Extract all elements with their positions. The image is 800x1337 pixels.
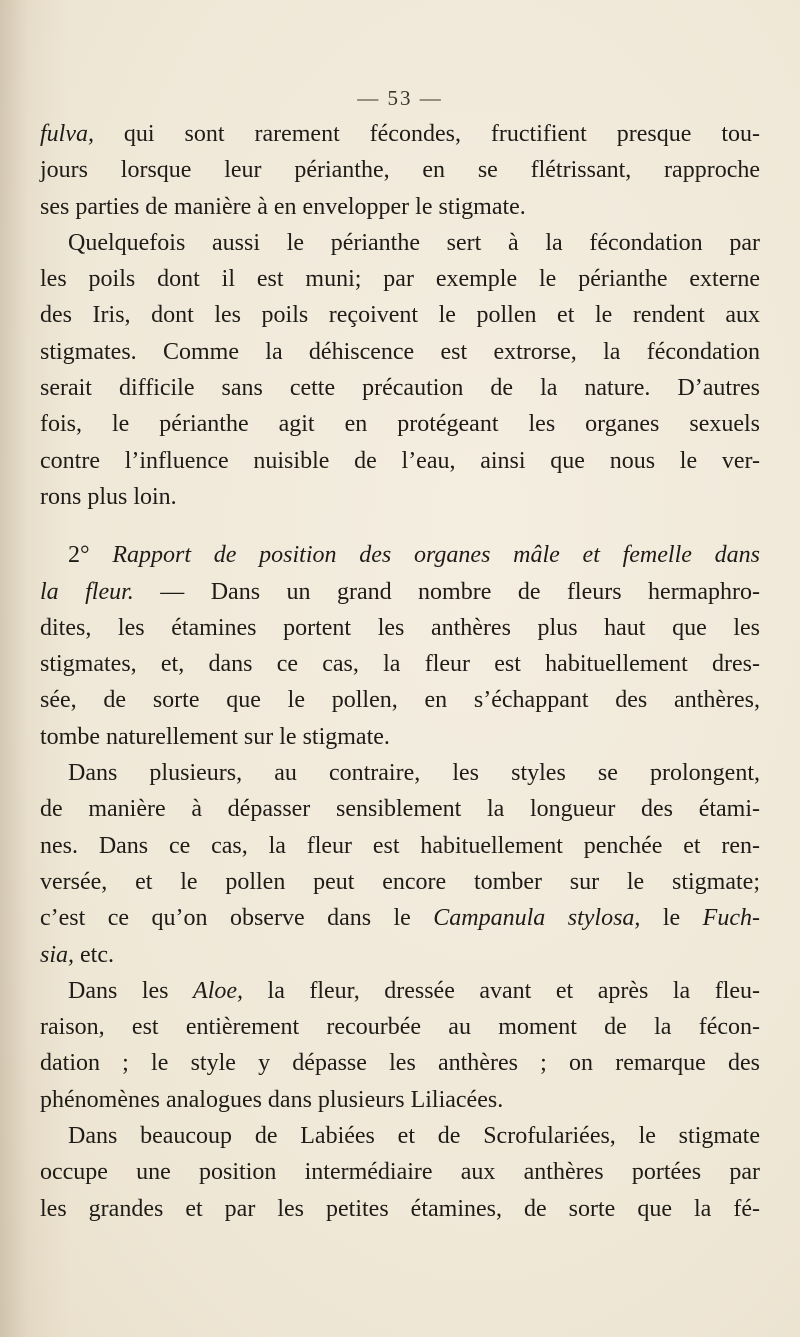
text-line: [40, 1154, 760, 1190]
text-run: jours lorsque leur périanthe, en se flétrissant, rapproche: [40, 157, 760, 184]
text-run: de manière à dépasser sensiblement la longueur des étami-: [40, 796, 760, 823]
paragraph: [40, 225, 760, 515]
text-run: — Dans un grand nombre de fleurs hermaphro-: [133, 578, 760, 605]
text-line: [40, 900, 760, 936]
text-run: sée, de sorte que le pollen, en s’échappant des anthères,: [40, 687, 760, 714]
text-run: les poils dont il est muni; par exemple le périanthe externe: [40, 266, 760, 293]
text-line: [40, 828, 760, 864]
paragraph: [40, 973, 760, 1118]
italic-text: Aloe,: [193, 977, 244, 1004]
text-run: fois, le périanthe agit en protégeant les organes sexuels: [40, 411, 760, 438]
text-line: [40, 479, 760, 515]
paragraph: [40, 537, 760, 755]
text-run: Dans plusieurs, au contraire, les styles se prolongent,: [68, 760, 760, 787]
text-line: [40, 189, 760, 225]
text-line: [40, 791, 760, 827]
text-line: [40, 1082, 760, 1118]
text-line: [40, 937, 760, 973]
text-run: stigmates, et, dans ce cas, la fleur est habituellement dres-: [40, 651, 760, 678]
text-run: ses parties de manière à en envelopper le stigmate.: [40, 193, 526, 220]
text-run: raison, est entièrement recourbée au moment de la fécon-: [40, 1014, 760, 1041]
text-run: les grandes et par les petites étamines, de sorte que la fé-: [40, 1195, 760, 1222]
text-line: [40, 973, 760, 1009]
text-line: [40, 719, 760, 755]
text-run: qui sont rarement fécondes, fructifient presque tou-: [94, 121, 760, 147]
text-run: rons plus loin.: [40, 483, 177, 510]
paragraph: [40, 116, 760, 225]
text-line: [40, 116, 760, 152]
text-line: [40, 297, 760, 333]
text-run: phénomènes analogues dans plusieurs Liliacées.: [40, 1086, 504, 1113]
paragraph-gap: [40, 515, 760, 537]
text-line: [40, 1009, 760, 1045]
paragraph: [40, 755, 760, 973]
text-line: [40, 574, 760, 610]
text-run: Dans beaucoup de Labiées et de Scrofulariées, le stigmate: [68, 1123, 760, 1150]
italic-text: Rapport de position des organes mâle et femelle dans: [112, 542, 760, 569]
text-run: contre l’influence nuisible de l’eau, ainsi que nous le ver-: [40, 447, 760, 474]
text-line: [40, 1118, 760, 1154]
text-line: [40, 443, 760, 479]
text-line: [40, 610, 760, 646]
text-run: stigmates. Comme la déhiscence est extrorse, la fécondation: [40, 338, 760, 365]
text-line: [40, 755, 760, 791]
text-run: tombe naturellement sur le stigmate.: [40, 723, 390, 750]
text-run: nes. Dans ce cas, la fleur est habituellement penchée et ren-: [40, 832, 760, 859]
italic-text: sia,: [40, 941, 75, 968]
text-run: le: [640, 905, 703, 932]
text-line: [40, 225, 760, 261]
text-run: occupe une position intermédiaire aux anthères portées par: [40, 1159, 760, 1186]
italic-text: la fleur.: [40, 578, 134, 605]
text-line: [40, 537, 760, 573]
text-line: [40, 682, 760, 718]
paragraph: [40, 1118, 760, 1227]
body-text: [40, 116, 760, 1227]
text-run: serait difficile sans cette précaution de la nature. D’autres: [40, 375, 760, 402]
text-run: versée, et le pollen peut encore tomber sur le stigmate;: [40, 868, 760, 895]
text-run: des Iris, dont les poils reçoivent le pollen et le rendent aux: [40, 302, 760, 329]
text-line: [40, 334, 760, 370]
text-run: c’est ce qu’on observe dans le: [40, 905, 434, 932]
text-line: [40, 261, 760, 297]
text-line: [40, 406, 760, 442]
text-line: [40, 1045, 760, 1081]
page-number: — 53 —: [357, 86, 443, 110]
text-line: [40, 1191, 760, 1227]
italic-text: Campanula stylosa,: [433, 905, 641, 932]
text-run: dation ; le style y dépasse les anthères ; on remarque des: [40, 1050, 760, 1077]
text-run: dites, les étamines portent les anthères plus haut que les: [40, 614, 760, 641]
text-run: Dans les: [68, 977, 194, 1004]
text-line: [40, 864, 760, 900]
italic-text: fulva,: [40, 121, 94, 147]
text-run: 2°: [68, 542, 113, 569]
text-run: etc.: [74, 941, 114, 968]
italic-text: Fuch-: [702, 905, 760, 932]
text-line: [40, 646, 760, 682]
text-line: [40, 370, 760, 406]
text-line: [40, 152, 760, 188]
text-run: Quelquefois aussi le périanthe sert à la fécondation par: [68, 229, 760, 256]
text-run: la fleur, dressée avant et après la fleu-: [243, 977, 761, 1004]
